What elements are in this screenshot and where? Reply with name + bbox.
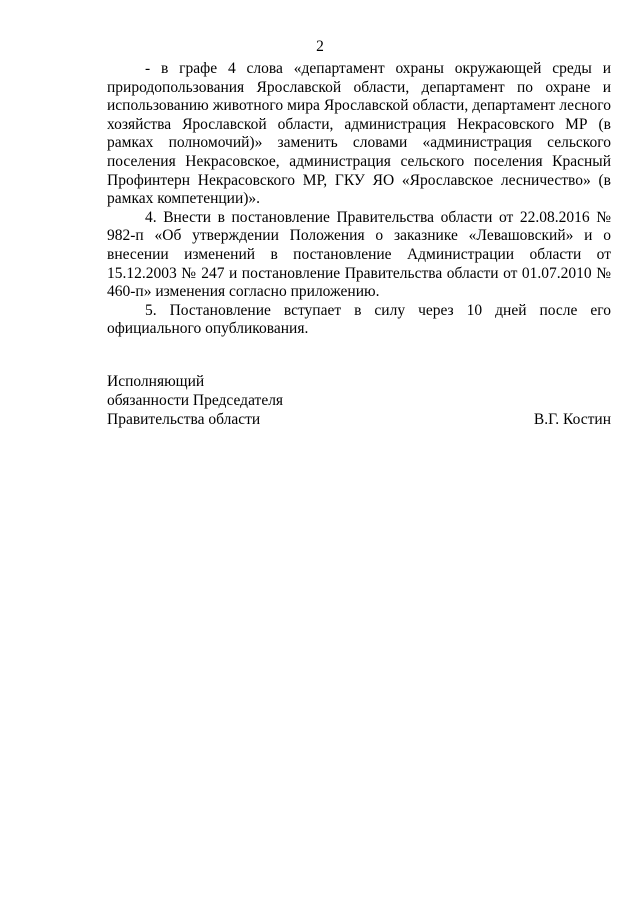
page-number: 2 <box>316 38 324 55</box>
signature-title-line-2: обязанности Председателя <box>107 392 284 409</box>
signature-title-line-3: Правительства области <box>107 411 261 428</box>
signature-title-line-1: Исполняющий <box>107 373 205 390</box>
paragraph-item-4: 4. Внести в постановление Правительства области от 22.08.2016 № 982-п «Об утверждении Положения о заказнике «Левашовский» и о внесении изменений в постановление Администрации области от 15.12.2003 № 247 и постановление Правительства области от 01.07.2010 № 460-п» изменения согласно приложению. <box>107 208 611 301</box>
signature-final-line <box>107 410 611 429</box>
document-body <box>107 60 611 339</box>
paragraph-item-5: 5. Постановление вступает в силу через 10 дней после его официального опубликования. <box>107 301 611 338</box>
paragraph-amendment-column-4: - в графе 4 слова «департамент охраны окружающей среды и природопользования Ярославской области, департамент по охране и использованию животного мира Ярославской области, департамент лесного хозяйства Ярославской области, администрация Некрасовского МР (в рамках полномочий)» заменить словами «администрация сельского поселения Некрасовское, администрация сельского поселения Красный Профинтерн Некрасовского МР, ГКУ ЯО «Ярославское лесничество» (в рамках компетенции)». <box>107 60 611 208</box>
signatory-name: В.Г. Костин <box>533 411 611 428</box>
signature-block <box>107 372 611 429</box>
